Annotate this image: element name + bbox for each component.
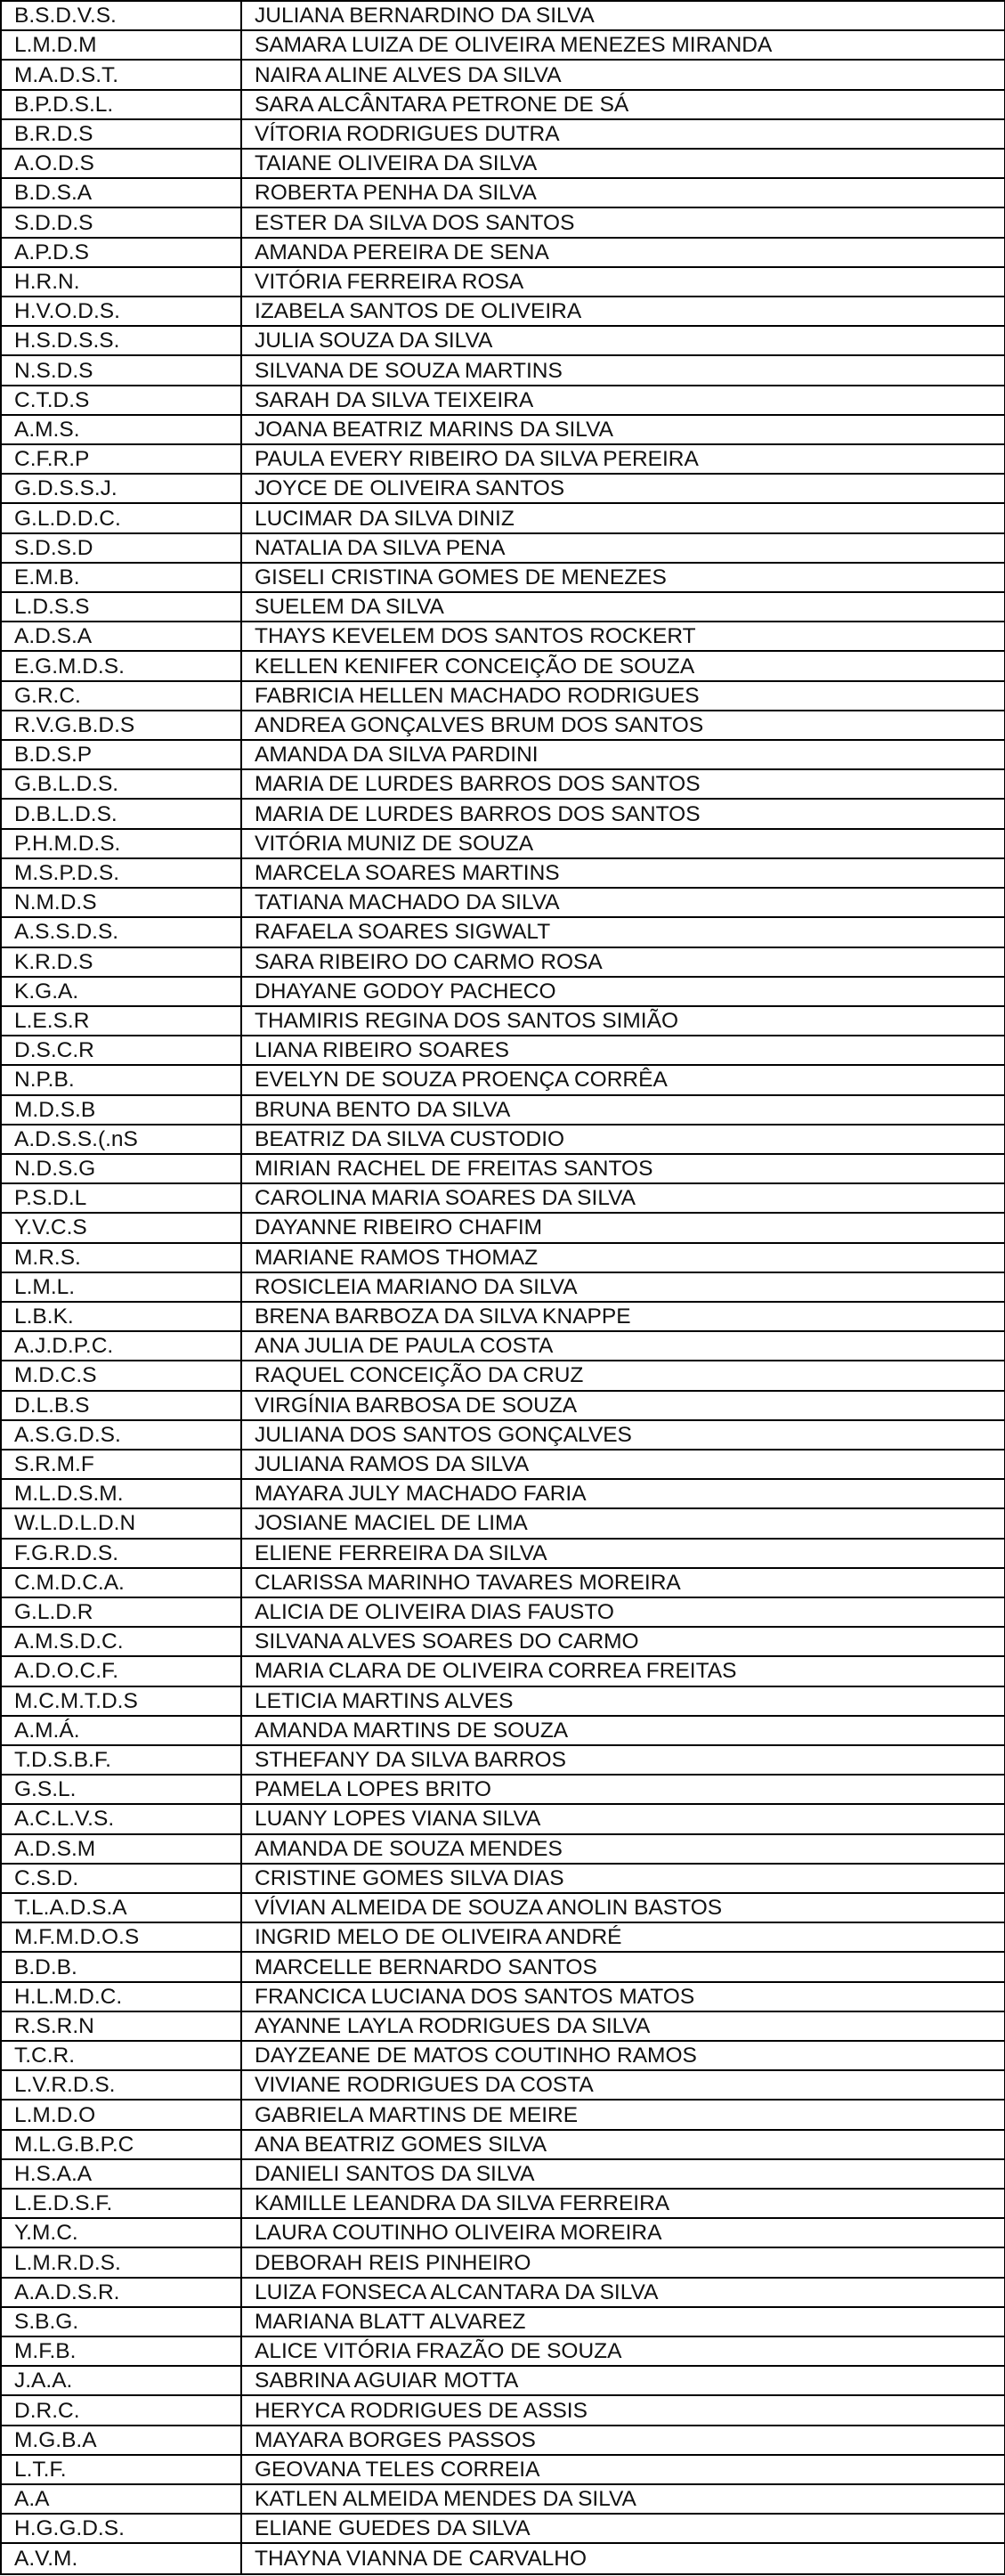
- initials-cell: K.G.A.: [1, 977, 241, 1006]
- table-row: [1, 2426, 1005, 2455]
- table-row: [1, 474, 1005, 503]
- table-row: [1, 1716, 1005, 1745]
- table-row: [1, 2278, 1005, 2307]
- table-row: [1, 1125, 1005, 1154]
- full-name-cell: DHAYANE GODOY PACHECO: [241, 977, 1005, 1006]
- full-name-cell: AMANDA DA SILVA PARDINI: [241, 740, 1005, 769]
- table-row: [1, 1804, 1005, 1833]
- table-row: [1, 2247, 1005, 2277]
- table-row: [1, 267, 1005, 297]
- full-name-cell: JULIANA BERNARDINO DA SILVA: [241, 1, 1005, 30]
- initials-cell: E.M.B.: [1, 563, 241, 592]
- full-name-cell: TAIANE OLIVEIRA DA SILVA: [241, 149, 1005, 178]
- initials-cell: A.P.D.S: [1, 238, 241, 267]
- table-row: [1, 681, 1005, 711]
- name-list-body: [1, 1, 1005, 2574]
- full-name-cell: NATALIA DA SILVA PENA: [241, 533, 1005, 563]
- initials-cell: Y.V.C.S: [1, 1213, 241, 1242]
- full-name-cell: ALICIA DE OLIVEIRA DIAS FAUSTO: [241, 1597, 1005, 1627]
- initials-cell: A.M.S.D.C.: [1, 1627, 241, 1656]
- table-row: [1, 386, 1005, 415]
- table-row: [1, 297, 1005, 326]
- initials-cell: N.P.B.: [1, 1065, 241, 1094]
- table-row: [1, 1183, 1005, 1213]
- initials-cell: H.R.N.: [1, 267, 241, 297]
- full-name-cell: HERYCA RODRIGUES DE ASSIS: [241, 2395, 1005, 2425]
- full-name-cell: MARCELA SOARES MARTINS: [241, 858, 1005, 888]
- initials-cell: J.A.A.: [1, 2366, 241, 2395]
- initials-cell: B.D.S.A: [1, 178, 241, 207]
- initials-cell: S.R.M.F: [1, 1450, 241, 1479]
- initials-cell: M.F.M.D.O.S: [1, 1922, 241, 1952]
- initials-cell: A.M.Á.: [1, 1716, 241, 1745]
- full-name-cell: ESTER DA SILVA DOS SANTOS: [241, 207, 1005, 237]
- full-name-cell: MARIANA BLATT ALVAREZ: [241, 2307, 1005, 2336]
- table-row: [1, 2484, 1005, 2514]
- table-row: [1, 977, 1005, 1006]
- table-row: [1, 769, 1005, 799]
- table-row: [1, 829, 1005, 858]
- initials-cell: B.P.D.S.L.: [1, 90, 241, 119]
- initials-cell: G.R.C.: [1, 681, 241, 711]
- initials-cell: Y.M.C.: [1, 2218, 241, 2247]
- full-name-cell: STHEFANY DA SILVA BARROS: [241, 1745, 1005, 1775]
- table-row: [1, 2514, 1005, 2543]
- table-row: [1, 1568, 1005, 1597]
- table-row: [1, 1539, 1005, 1568]
- initials-cell: N.S.D.S: [1, 355, 241, 385]
- initials-cell: L.M.D.M: [1, 30, 241, 60]
- initials-cell: M.S.P.D.S.: [1, 858, 241, 888]
- initials-cell: M.D.C.S: [1, 1361, 241, 1390]
- initials-cell: A.S.G.D.S.: [1, 1420, 241, 1450]
- table-row: [1, 1036, 1005, 1065]
- table-row: [1, 1095, 1005, 1125]
- full-name-cell: AYANNE LAYLA RODRIGUES DA SILVA: [241, 2011, 1005, 2041]
- full-name-cell: VÍVIAN ALMEIDA DE SOUZA ANOLIN BASTOS: [241, 1893, 1005, 1922]
- initials-cell: M.C.M.T.D.S: [1, 1686, 241, 1716]
- full-name-cell: THAYNA VIANNA DE CARVALHO: [241, 2543, 1005, 2574]
- full-name-cell: IZABELA SANTOS DE OLIVEIRA: [241, 297, 1005, 326]
- initials-cell: A.D.S.S.(.nS: [1, 1125, 241, 1154]
- initials-cell: A.D.S.M: [1, 1834, 241, 1864]
- table-row: [1, 238, 1005, 267]
- initials-cell: L.E.D.S.F.: [1, 2189, 241, 2218]
- initials-cell: S.D.D.S: [1, 207, 241, 237]
- full-name-cell: GISELI CRISTINA GOMES DE MENEZES: [241, 563, 1005, 592]
- full-name-cell: RAFAELA SOARES SIGWALT: [241, 917, 1005, 947]
- full-name-cell: SILVANA DE SOUZA MARTINS: [241, 355, 1005, 385]
- full-name-cell: FRANCICA LUCIANA DOS SANTOS MATOS: [241, 1982, 1005, 2011]
- full-name-cell: DAYZEANE DE MATOS COUTINHO RAMOS: [241, 2041, 1005, 2070]
- initials-cell: B.D.S.P: [1, 740, 241, 769]
- full-name-cell: BRUNA BENTO DA SILVA: [241, 1095, 1005, 1125]
- full-name-cell: MARIA CLARA DE OLIVEIRA CORREA FREITAS: [241, 1656, 1005, 1686]
- initials-cell: C.S.D.: [1, 1864, 241, 1893]
- full-name-cell: TATIANA MACHADO DA SILVA: [241, 888, 1005, 917]
- table-row: [1, 1361, 1005, 1390]
- initials-cell: T.C.R.: [1, 2041, 241, 2070]
- full-name-cell: AMANDA MARTINS DE SOUZA: [241, 1716, 1005, 1745]
- table-row: [1, 60, 1005, 89]
- initials-cell: S.D.S.D: [1, 533, 241, 563]
- initials-cell: G.D.S.S.J.: [1, 474, 241, 503]
- full-name-cell: LIANA RIBEIRO SOARES: [241, 1036, 1005, 1065]
- initials-cell: R.S.R.N: [1, 2011, 241, 2041]
- initials-cell: L.T.F.: [1, 2455, 241, 2484]
- full-name-cell: JULIANA RAMOS DA SILVA: [241, 1450, 1005, 1479]
- table-row: [1, 1272, 1005, 1302]
- initials-cell: D.S.C.R: [1, 1036, 241, 1065]
- full-name-cell: LAURA COUTINHO OLIVEIRA MOREIRA: [241, 2218, 1005, 2247]
- initials-cell: L.V.R.D.S.: [1, 2070, 241, 2100]
- full-name-cell: VITÓRIA FERREIRA ROSA: [241, 267, 1005, 297]
- table-row: [1, 711, 1005, 740]
- full-name-cell: ELIENE FERREIRA DA SILVA: [241, 1539, 1005, 1568]
- initials-cell: M.F.B.: [1, 2336, 241, 2366]
- table-row: [1, 1864, 1005, 1893]
- table-row: [1, 1391, 1005, 1420]
- initials-cell: E.G.M.D.S.: [1, 651, 241, 680]
- full-name-cell: BEATRIZ DA SILVA CUSTODIO: [241, 1125, 1005, 1154]
- full-name-cell: ALICE VITÓRIA FRAZÃO DE SOUZA: [241, 2336, 1005, 2366]
- full-name-cell: ANA JULIA DE PAULA COSTA: [241, 1331, 1005, 1361]
- initials-cell: A.A.D.S.R.: [1, 2278, 241, 2307]
- initials-cell: A.D.S.A: [1, 622, 241, 651]
- table-row: [1, 1302, 1005, 1331]
- initials-cell: F.G.R.D.S.: [1, 1539, 241, 1568]
- initials-cell: H.S.D.S.S.: [1, 326, 241, 355]
- initials-cell: L.D.S.S: [1, 592, 241, 622]
- table-row: [1, 2307, 1005, 2336]
- table-row: [1, 1745, 1005, 1775]
- full-name-cell: ANDREA GONÇALVES BRUM DOS SANTOS: [241, 711, 1005, 740]
- full-name-cell: SABRINA AGUIAR MOTTA: [241, 2366, 1005, 2395]
- table-row: [1, 90, 1005, 119]
- initials-cell: A.J.D.P.C.: [1, 1331, 241, 1361]
- table-row: [1, 1154, 1005, 1183]
- table-row: [1, 2041, 1005, 2070]
- full-name-cell: MARIANE RAMOS THOMAZ: [241, 1243, 1005, 1272]
- full-name-cell: VITÓRIA MUNIZ DE SOUZA: [241, 829, 1005, 858]
- table-row: [1, 1686, 1005, 1716]
- table-row: [1, 2130, 1005, 2159]
- table-row: [1, 2336, 1005, 2366]
- initials-cell: B.R.D.S: [1, 119, 241, 149]
- table-row: [1, 149, 1005, 178]
- table-row: [1, 503, 1005, 532]
- full-name-cell: DAYANNE RIBEIRO CHAFIM: [241, 1213, 1005, 1242]
- initials-cell: D.B.L.D.S.: [1, 799, 241, 828]
- table-row: [1, 2395, 1005, 2425]
- table-row: [1, 592, 1005, 622]
- initials-cell: H.G.G.D.S.: [1, 2514, 241, 2543]
- table-row: [1, 2366, 1005, 2395]
- full-name-cell: MARCELLE BERNARDO SANTOS: [241, 1952, 1005, 1981]
- table-row: [1, 1, 1005, 30]
- full-name-cell: SILVANA ALVES SOARES DO CARMO: [241, 1627, 1005, 1656]
- table-row: [1, 1952, 1005, 1981]
- initials-cell: K.R.D.S: [1, 947, 241, 977]
- full-name-cell: GABRIELA MARTINS DE MEIRE: [241, 2100, 1005, 2129]
- full-name-cell: THAYS KEVELEM DOS SANTOS ROCKERT: [241, 622, 1005, 651]
- initials-cell: M.L.G.B.P.C: [1, 2130, 241, 2159]
- table-row: [1, 533, 1005, 563]
- full-name-cell: ANA BEATRIZ GOMES SILVA: [241, 2130, 1005, 2159]
- table-row: [1, 1834, 1005, 1864]
- initials-cell: M.G.B.A: [1, 2426, 241, 2455]
- initials-cell: A.V.M.: [1, 2543, 241, 2574]
- initials-cell: B.D.B.: [1, 1952, 241, 1981]
- initials-cell: C.F.R.P: [1, 444, 241, 474]
- initials-cell: G.S.L.: [1, 1775, 241, 1804]
- table-row: [1, 1331, 1005, 1361]
- full-name-cell: AMANDA DE SOUZA MENDES: [241, 1834, 1005, 1864]
- initials-cell: L.E.S.R: [1, 1006, 241, 1036]
- full-name-cell: KATLEN ALMEIDA MENDES DA SILVA: [241, 2484, 1005, 2514]
- initials-cell: A.D.O.C.F.: [1, 1656, 241, 1686]
- table-row: [1, 355, 1005, 385]
- full-name-cell: VÍTORIA RODRIGUES DUTRA: [241, 119, 1005, 149]
- full-name-cell: AMANDA PEREIRA DE SENA: [241, 238, 1005, 267]
- table-row: [1, 2543, 1005, 2574]
- full-name-cell: EVELYN DE SOUZA PROENÇA CORRÊA: [241, 1065, 1005, 1094]
- initials-cell: H.S.A.A: [1, 2159, 241, 2189]
- initials-cell: P.S.D.L: [1, 1183, 241, 1213]
- full-name-cell: SAMARA LUIZA DE OLIVEIRA MENEZES MIRANDA: [241, 30, 1005, 60]
- full-name-cell: CLARISSA MARINHO TAVARES MOREIRA: [241, 1568, 1005, 1597]
- initials-cell: B.S.D.V.S.: [1, 1, 241, 30]
- initials-cell: M.A.D.S.T.: [1, 60, 241, 89]
- initials-cell: H.V.O.D.S.: [1, 297, 241, 326]
- full-name-cell: MARIA DE LURDES BARROS DOS SANTOS: [241, 799, 1005, 828]
- full-name-cell: FABRICIA HELLEN MACHADO RODRIGUES: [241, 681, 1005, 711]
- table-row: [1, 1243, 1005, 1272]
- table-row: [1, 947, 1005, 977]
- table-row: [1, 917, 1005, 947]
- initials-cell: M.R.S.: [1, 1243, 241, 1272]
- table-row: [1, 1508, 1005, 1538]
- initials-cell: L.B.K.: [1, 1302, 241, 1331]
- table-row: [1, 1893, 1005, 1922]
- full-name-cell: ROBERTA PENHA DA SILVA: [241, 178, 1005, 207]
- table-row: [1, 651, 1005, 680]
- initials-cell: T.D.S.B.F.: [1, 1745, 241, 1775]
- initials-cell: D.L.B.S: [1, 1391, 241, 1420]
- full-name-cell: MAYARA BORGES PASSOS: [241, 2426, 1005, 2455]
- full-name-cell: DANIELI SANTOS DA SILVA: [241, 2159, 1005, 2189]
- full-name-cell: JOSIANE MACIEL DE LIMA: [241, 1508, 1005, 1538]
- table-row: [1, 415, 1005, 444]
- initials-cell: A.S.S.D.S.: [1, 917, 241, 947]
- table-row: [1, 563, 1005, 592]
- full-name-cell: DEBORAH REIS PINHEIRO: [241, 2247, 1005, 2277]
- full-name-cell: NAIRA ALINE ALVES DA SILVA: [241, 60, 1005, 89]
- table-row: [1, 1450, 1005, 1479]
- full-name-cell: JOANA BEATRIZ MARINS DA SILVA: [241, 415, 1005, 444]
- table-row: [1, 2455, 1005, 2484]
- table-row: [1, 119, 1005, 149]
- full-name-cell: KAMILLE LEANDRA DA SILVA FERREIRA: [241, 2189, 1005, 2218]
- full-name-cell: INGRID MELO DE OLIVEIRA ANDRÉ: [241, 1922, 1005, 1952]
- initials-cell: N.M.D.S: [1, 888, 241, 917]
- full-name-cell: PAMELA LOPES BRITO: [241, 1775, 1005, 1804]
- full-name-cell: SUELEM DA SILVA: [241, 592, 1005, 622]
- initials-cell: N.D.S.G: [1, 1154, 241, 1183]
- full-name-cell: MIRIAN RACHEL DE FREITAS SANTOS: [241, 1154, 1005, 1183]
- full-name-cell: BRENA BARBOZA DA SILVA KNAPPE: [241, 1302, 1005, 1331]
- table-row: [1, 2218, 1005, 2247]
- table-row: [1, 858, 1005, 888]
- initials-cell: P.H.M.D.S.: [1, 829, 241, 858]
- full-name-cell: MARIA DE LURDES BARROS DOS SANTOS: [241, 769, 1005, 799]
- full-name-cell: JULIANA DOS SANTOS GONÇALVES: [241, 1420, 1005, 1450]
- initials-cell: L.M.R.D.S.: [1, 2247, 241, 2277]
- table-row: [1, 1006, 1005, 1036]
- table-row: [1, 1479, 1005, 1508]
- table-row: [1, 2070, 1005, 2100]
- full-name-cell: GEOVANA TELES CORREIA: [241, 2455, 1005, 2484]
- table-row: [1, 1065, 1005, 1094]
- table-row: [1, 1982, 1005, 2011]
- full-name-cell: CRISTINE GOMES SILVA DIAS: [241, 1864, 1005, 1893]
- table-row: [1, 622, 1005, 651]
- table-row: [1, 178, 1005, 207]
- table-row: [1, 1656, 1005, 1686]
- initials-cell: A.A: [1, 2484, 241, 2514]
- full-name-cell: RAQUEL CONCEIÇÃO DA CRUZ: [241, 1361, 1005, 1390]
- table-row: [1, 1213, 1005, 1242]
- full-name-cell: LUANY LOPES VIANA SILVA: [241, 1804, 1005, 1833]
- table-row: [1, 799, 1005, 828]
- initials-cell: M.L.D.S.M.: [1, 1479, 241, 1508]
- initials-cell: W.L.D.L.D.N: [1, 1508, 241, 1538]
- full-name-cell: JULIA SOUZA DA SILVA: [241, 326, 1005, 355]
- full-name-cell: LUIZA FONSECA ALCANTARA DA SILVA: [241, 2278, 1005, 2307]
- table-row: [1, 1597, 1005, 1627]
- full-name-cell: KELLEN KENIFER CONCEIÇÃO DE SOUZA: [241, 651, 1005, 680]
- table-row: [1, 2100, 1005, 2129]
- full-name-cell: VIRGÍNIA BARBOSA DE SOUZA: [241, 1391, 1005, 1420]
- initials-cell: C.M.D.C.A.: [1, 1568, 241, 1597]
- initials-cell: C.T.D.S: [1, 386, 241, 415]
- table-row: [1, 2011, 1005, 2041]
- full-name-cell: SARA ALCÂNTARA PETRONE DE SÁ: [241, 90, 1005, 119]
- initials-cell: G.L.D.R: [1, 1597, 241, 1627]
- table-row: [1, 444, 1005, 474]
- table-row: [1, 30, 1005, 60]
- full-name-cell: ROSICLEIA MARIANO DA SILVA: [241, 1272, 1005, 1302]
- table-row: [1, 2189, 1005, 2218]
- full-name-cell: PAULA EVERY RIBEIRO DA SILVA PEREIRA: [241, 444, 1005, 474]
- initials-cell: A.C.L.V.S.: [1, 1804, 241, 1833]
- initials-cell: M.D.S.B: [1, 1095, 241, 1125]
- initials-cell: L.M.D.O: [1, 2100, 241, 2129]
- initials-cell: D.R.C.: [1, 2395, 241, 2425]
- table-row: [1, 207, 1005, 237]
- table-row: [1, 2159, 1005, 2189]
- initials-cell: R.V.G.B.D.S: [1, 711, 241, 740]
- initials-cell: A.M.S.: [1, 415, 241, 444]
- full-name-cell: THAMIRIS REGINA DOS SANTOS SIMIÃO: [241, 1006, 1005, 1036]
- table-row: [1, 1627, 1005, 1656]
- initials-cell: T.L.A.D.S.A: [1, 1893, 241, 1922]
- full-name-cell: SARAH DA SILVA TEIXEIRA: [241, 386, 1005, 415]
- full-name-cell: CAROLINA MARIA SOARES DA SILVA: [241, 1183, 1005, 1213]
- initials-cell: G.L.D.D.C.: [1, 503, 241, 532]
- initials-cell: S.B.G.: [1, 2307, 241, 2336]
- full-name-cell: VIVIANE RODRIGUES DA COSTA: [241, 2070, 1005, 2100]
- table-row: [1, 740, 1005, 769]
- full-name-cell: SARA RIBEIRO DO CARMO ROSA: [241, 947, 1005, 977]
- table-row: [1, 888, 1005, 917]
- table-row: [1, 326, 1005, 355]
- full-name-cell: LUCIMAR DA SILVA DINIZ: [241, 503, 1005, 532]
- table-row: [1, 1420, 1005, 1450]
- full-name-cell: LETICIA MARTINS ALVES: [241, 1686, 1005, 1716]
- initials-cell: H.L.M.D.C.: [1, 1982, 241, 2011]
- full-name-cell: MAYARA JULY MACHADO FARIA: [241, 1479, 1005, 1508]
- full-name-cell: ELIANE GUEDES DA SILVA: [241, 2514, 1005, 2543]
- table-row: [1, 1775, 1005, 1804]
- initials-cell: A.O.D.S: [1, 149, 241, 178]
- full-name-cell: JOYCE DE OLIVEIRA SANTOS: [241, 474, 1005, 503]
- table-row: [1, 1922, 1005, 1952]
- initials-cell: G.B.L.D.S.: [1, 769, 241, 799]
- initials-cell: L.M.L.: [1, 1272, 241, 1302]
